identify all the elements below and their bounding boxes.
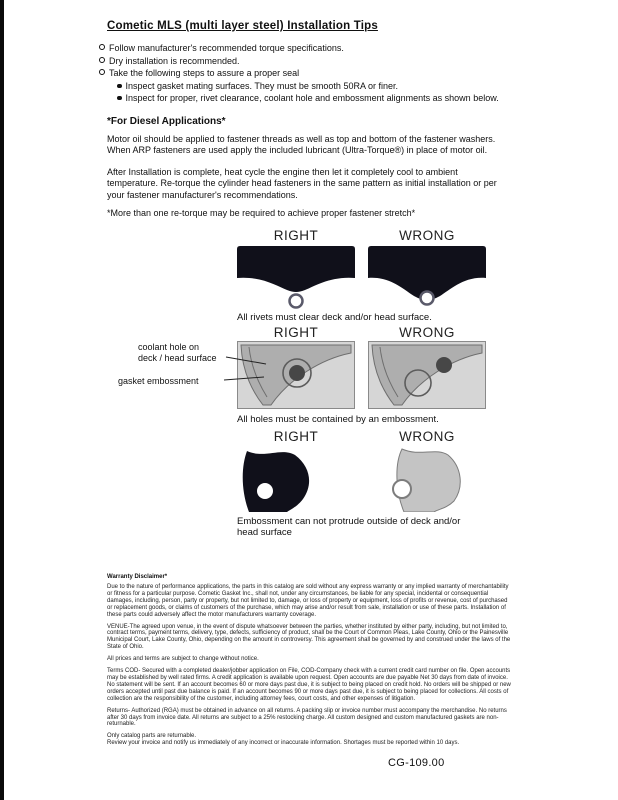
gasket-embossment-callout: gasket embossment <box>118 376 199 386</box>
disclaimer-paragraph: All prices and terms are subject to change without notice. <box>107 656 259 663</box>
caption-row2: All holes must be contained by an embossment. <box>237 414 439 425</box>
rivet-clear-illustration <box>237 246 355 309</box>
diagram-protrude-right <box>237 445 355 512</box>
bullet-dot-icon <box>117 96 122 101</box>
hole-not-contained-illustration <box>368 341 486 409</box>
coolant-callout-line1: coolant hole on <box>138 342 200 352</box>
embossment-hole-icon <box>393 480 411 498</box>
coolant-hole-icon <box>436 357 452 373</box>
tip-sub-bullet <box>117 93 499 104</box>
document-code: CG-109.00 <box>388 757 445 769</box>
disclaimer-paragraph: Returns- Authorized (RGA) must be obtained in advance on all returns. A packing slip or invoice number must accompany the merchandise. No returns after 30 days from invoice date. All returns are subject to a 25% restocking charge. All custom designed and custom manufactured gaskets are non-returnable. <box>107 707 507 728</box>
tip-bullet-text: Follow manufacturer's recommended torque specifications. <box>109 43 344 53</box>
coolant-callout-line2: deck / head surface <box>138 352 217 363</box>
disclaimer-paragraph: Review your invoice and notify us immediately of any incorrect or inaccurate information. Shortages must be reported within 10 days. <box>107 740 460 747</box>
rivet-icon <box>290 295 303 308</box>
tip-sub-bullet-text: Inspect for proper, rivet clearance, coolant hole and embossment alignments as shown below. <box>125 93 499 103</box>
rivet-touching-illustration <box>368 246 486 309</box>
wrong-label-row2: WRONG <box>399 325 455 340</box>
diagram-embossment-wrong <box>368 341 486 409</box>
warranty-disclaimer-section <box>107 574 513 752</box>
tip-bullet <box>99 43 344 54</box>
caption-row1: All rivets must clear deck and/or head surface. <box>237 312 432 323</box>
bullet-circle-icon <box>99 69 105 75</box>
diesel-paragraph-2: After Installation is complete, heat cycle the engine then let it completely cool to ambient temperature. Re-torque the cylinder head fasteners in the same pattern as initial installation or per your fastener manufacturer's recommendations. <box>107 167 497 200</box>
bullet-circle-icon <box>99 57 105 63</box>
bullet-circle-icon <box>99 44 105 50</box>
diagram-rivet-wrong <box>368 246 486 309</box>
coolant-hole-callout <box>138 342 217 363</box>
tip-sub-bullet <box>117 81 398 92</box>
embossment-hole-icon <box>257 483 273 499</box>
tip-bullet-text: Dry installation is recommended. <box>109 56 240 66</box>
rivet-icon <box>421 292 434 305</box>
embossment-inside-illustration <box>237 445 355 512</box>
wrong-label-row1: WRONG <box>399 228 455 243</box>
tip-sub-bullet-text: Inspect gasket mating surfaces. They must be smooth 50RA or finer. <box>125 81 398 91</box>
page-title: Cometic MLS (multi layer steel) Installation Tips <box>107 20 378 32</box>
disclaimer-paragraph: Only catalog parts are returnable. <box>107 733 197 740</box>
diagram-protrude-wrong <box>368 445 486 512</box>
disclaimer-paragraph: Terms COD- Secured with a completed dealer/jobber application on File, COD-Company check with a current credit card number on file. Open accounts may be established by well rated firms. A credit application is available upon request. Open accounts are due payable Net 30 days from date of invoice. No statement will be sent. If an account becomes 60 or more days past due, it is subject to being placed on credit hold. No orders will be shipped or new orders accepted until past due balance is paid. If an account becomes 90 or more days past due, it is subject to being placed for collections. All costs of collection are the responsibility of the customer, including attorney fees, court costs, and other expenses of litigation. <box>107 668 511 702</box>
disclaimer-paragraph: VENUE-The agreed upon venue, in the event of dispute whatsoever between the parties, whether instituted by either party, including, but not limited to, contract terms, payment terms, delivery, type, defects, sufficiency of product, shall be the Court of Common Pleas, Lake County, Ohio or the Painesville Municipal Court, Lake County, Ohio, depending on the amount in controversy. This agreement shall be governed by and construed under the laws of the State of Ohio. <box>107 623 511 651</box>
wrong-label-row3: WRONG <box>399 429 455 444</box>
tip-bullet <box>99 68 299 79</box>
warranty-disclaimer-heading: Warranty Disclaimer* <box>107 574 168 580</box>
diagram-rivet-right <box>237 246 355 309</box>
disclaimer-paragraph: Due to the nature of performance applications, the parts in this catalog are sold without any express warranty or any implied warranty of merchantability or fitness for a particular purpose. Cometic Gasket Inc., shall not, under any circumstances, be liable for any special, incidental or consequential damages, including, person, party or property, but not limited to, damage, or loss of property or equipment, loss of profits or revenue, cost of purchased or replacement goods, or claims of customers of the purchase, which may arise and/or result from sale, installation or use of these parts. Installation of these parts could adversely affect the motor manufacturers warranty coverage. <box>107 584 509 618</box>
bullet-dot-icon <box>117 84 122 89</box>
page-left-border <box>0 0 4 800</box>
right-label-row2: RIGHT <box>273 325 319 340</box>
retorque-note: *More than one re-torque may be required to achieve proper fastener stretch* <box>107 208 416 218</box>
caption-row3: Embossment can not protrude outside of deck and/or head surface <box>237 516 461 538</box>
callout-leader-lines <box>224 347 294 392</box>
right-label-row3: RIGHT <box>273 429 319 444</box>
embossment-protruding-illustration <box>368 445 486 512</box>
tip-bullet <box>99 56 240 67</box>
diesel-applications-heading: *For Diesel Applications* <box>107 116 226 127</box>
right-label-row1: RIGHT <box>273 228 319 243</box>
tip-bullet-text: Take the following steps to assure a proper seal <box>109 68 300 78</box>
diesel-paragraph-1: Motor oil should be applied to fastener threads as well as top and bottom of the fastener washers. When ARP fasteners are used apply the included lubricant (Ultra-Torque®) in place of motor oil. <box>107 134 496 156</box>
